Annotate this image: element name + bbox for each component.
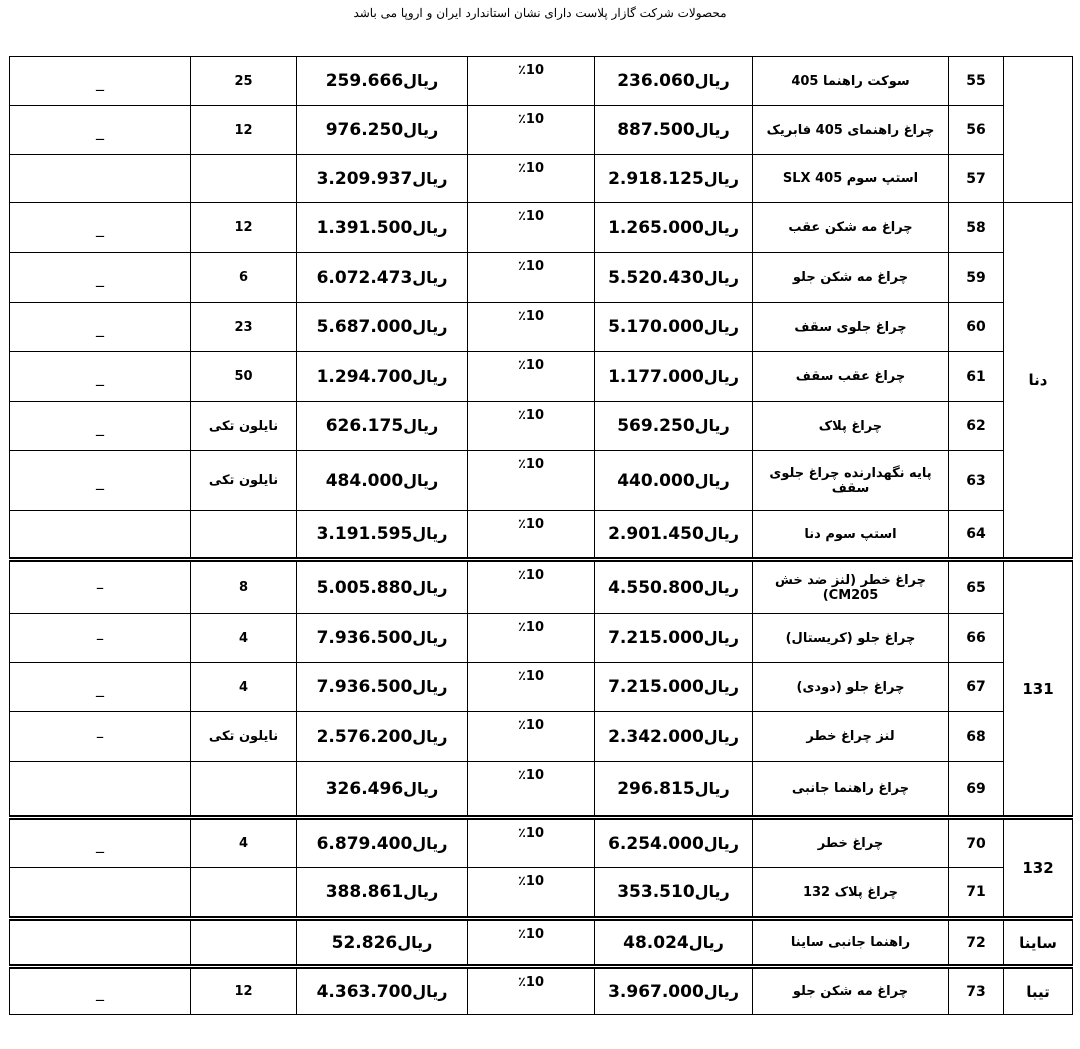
price-amount: 2.918.125 [608,168,704,189]
table-row [10,818,1073,868]
table-row [10,511,1073,560]
new-price [297,818,468,868]
percent-increase: ٪10 [468,762,595,818]
product-name: چراغ جلو (دودی) [753,663,949,712]
currency-label: ریال [412,726,448,746]
new-price [297,919,468,967]
percent-increase: ٪10 [468,303,595,352]
currency-label: ریال [703,524,739,543]
currency-label: ریال [688,932,724,952]
currency-label: ریال [703,726,739,746]
new-price [297,303,468,352]
product-name: چراغ خطر [753,818,949,868]
currency-label: ریال [703,168,739,188]
currency-label: ریال [412,217,448,237]
price-amount: 7.215.000 [608,628,704,648]
price-amount: 976.250 [325,120,404,140]
base-price [595,967,753,1015]
product-name: راهنما جانبی ساینا [753,919,949,967]
product-name: سوکت راهنما 405 [753,57,949,106]
package-qty: 4 [191,614,297,663]
currency-label: ریال [412,168,448,188]
price-amount: 6.879.400 [316,833,413,854]
note-cell: _ [10,967,191,1015]
base-price [595,818,753,868]
row-number: 70 [949,818,1004,868]
new-price [297,203,468,253]
package-qty: نایلون تکی [191,712,297,762]
note-cell: _ [10,451,191,511]
price-amount: 1.265.000 [608,217,704,238]
new-price [297,712,468,762]
table-row [10,203,1073,253]
price-amount: 5.005.880 [316,577,413,598]
product-name: استپ سوم دنا [753,511,949,560]
row-number: 68 [949,712,1004,762]
row-number: 56 [949,106,1004,155]
table-row [10,919,1073,967]
row-number: 58 [949,203,1004,253]
base-price [595,106,753,155]
base-price [595,511,753,560]
price-amount: 7.936.500 [316,628,413,648]
new-price [297,352,468,402]
package-qty: 4 [191,663,297,712]
currency-label: ریال [412,577,448,597]
table-row [10,57,1073,106]
package-qty [191,155,297,203]
product-name: چراغ مه شکن جلو [753,253,949,303]
price-amount: 1.391.500 [316,217,413,238]
note-cell [10,919,191,967]
price-amount: 388.861 [325,882,404,902]
percent-increase: ٪10 [468,253,595,303]
currency-label: ریال [403,882,439,901]
currency-label: ریال [412,366,448,386]
price-amount: 887.500 [617,120,695,140]
currency-label: ریال [694,120,730,139]
table-row [10,967,1073,1015]
note-cell: _ [10,352,191,402]
percent-increase: ٪10 [468,352,595,402]
row-number: 71 [949,868,1004,919]
new-price [297,614,468,663]
new-price [297,967,468,1015]
product-name: پایه نگهدارنده چراغ جلوی سقف [753,451,949,511]
percent-increase: ٪10 [468,106,595,155]
price-table [9,56,1073,1015]
price-amount: 2.901.450 [608,524,704,544]
price-amount: 5.170.000 [608,317,704,337]
row-number: 61 [949,352,1004,402]
car-model-cell: 132 [1004,818,1073,919]
row-number: 69 [949,762,1004,818]
price-amount: 6.254.000 [608,833,704,854]
price-amount: 3.967.000 [608,981,704,1002]
package-qty: نایلون تکی [191,451,297,511]
percent-increase: ٪10 [468,511,595,560]
table-row [10,868,1073,919]
note-cell: _ [10,106,191,155]
table-row [10,402,1073,451]
package-qty: 12 [191,203,297,253]
price-amount: 440.000 [617,470,695,491]
price-amount: 6.072.473 [316,267,413,288]
row-number: 55 [949,57,1004,106]
car-model-cell [1004,57,1073,203]
percent-increase: ٪10 [468,402,595,451]
package-qty: نایلون تکی [191,402,297,451]
currency-label: ریال [412,267,448,287]
product-name: چراغ خطر (لنز ضد خش CM205) [753,560,949,614]
currency-label: ریال [403,416,439,435]
row-number: 57 [949,155,1004,203]
package-qty [191,762,297,818]
percent-increase: ٪10 [468,712,595,762]
table-row [10,253,1073,303]
base-price [595,451,753,511]
product-name: چراغ عقب سقف [753,352,949,402]
base-price [595,712,753,762]
base-price [595,663,753,712]
price-amount: 7.936.500 [316,677,413,697]
product-name: چراغ راهنما جانبی [753,762,949,818]
price-amount: 2.576.200 [316,726,413,747]
base-price [595,155,753,203]
product-name: چراغ راهنمای 405 فابریک [753,106,949,155]
price-amount: 48.024 [623,932,689,953]
row-number: 59 [949,253,1004,303]
new-price [297,868,468,919]
currency-label: ریال [694,778,730,798]
percent-increase: ٪10 [468,967,595,1015]
base-price [595,253,753,303]
note-cell [10,511,191,560]
price-amount: 3.209.937 [316,168,413,189]
base-price [595,352,753,402]
new-price [297,762,468,818]
percent-increase: ٪10 [468,560,595,614]
new-price [297,106,468,155]
note-cell: _ [10,303,191,352]
package-qty: 50 [191,352,297,402]
note-cell: – [10,560,191,614]
table-row [10,663,1073,712]
currency-label: ریال [412,833,448,853]
price-amount: 5.687.000 [316,317,413,337]
percent-increase: ٪10 [468,919,595,967]
package-qty [191,511,297,560]
currency-label: ریال [694,882,730,901]
car-model-cell: 131 [1004,560,1073,818]
package-qty: 6 [191,253,297,303]
product-name: چراغ مه شکن جلو [753,967,949,1015]
percent-increase: ٪10 [468,663,595,712]
note-cell: _ [10,818,191,868]
package-qty: 12 [191,967,297,1015]
currency-label: ریال [694,470,730,490]
package-qty: 12 [191,106,297,155]
table-row [10,155,1073,203]
table-row [10,560,1073,614]
currency-label: ریال [703,577,739,597]
price-amount: 3.191.595 [316,524,413,544]
row-number: 64 [949,511,1004,560]
currency-label: ریال [703,981,739,1001]
car-model-cell: دنا [1004,203,1073,560]
product-name: چراغ مه شکن عقب [753,203,949,253]
price-amount: 4.550.800 [608,577,704,598]
note-cell: – [10,614,191,663]
price-amount: 52.826 [331,932,398,953]
table-row [10,451,1073,511]
currency-label: ریال [403,120,439,139]
price-amount: 296.815 [617,778,695,799]
note-cell [10,155,191,203]
currency-label: ریال [412,981,448,1001]
package-qty: 8 [191,560,297,614]
new-price [297,451,468,511]
row-number: 72 [949,919,1004,967]
currency-label: ریال [703,628,739,647]
price-amount: 484.000 [325,470,404,491]
percent-increase: ٪10 [468,868,595,919]
table-row [10,352,1073,402]
note-cell: _ [10,402,191,451]
package-qty [191,868,297,919]
note-cell [10,762,191,818]
table-row [10,614,1073,663]
price-amount: 5.520.430 [608,267,704,288]
price-amount: 7.215.000 [608,677,704,697]
currency-label: ریال [703,267,739,287]
new-price [297,560,468,614]
price-amount: 259.666 [325,71,404,91]
row-number: 63 [949,451,1004,511]
currency-label: ریال [412,677,448,696]
percent-increase: ٪10 [468,57,595,106]
table-row [10,303,1073,352]
currency-label: ریال [694,71,730,90]
product-name: چراغ پلاک [753,402,949,451]
price-amount: 353.510 [617,882,695,902]
package-qty: 25 [191,57,297,106]
currency-label: ریال [412,628,448,647]
row-number: 67 [949,663,1004,712]
price-amount: 569.250 [617,416,695,436]
percent-increase: ٪10 [468,818,595,868]
package-qty: 23 [191,303,297,352]
new-price [297,155,468,203]
base-price [595,614,753,663]
percent-increase: ٪10 [468,203,595,253]
package-qty: 4 [191,818,297,868]
product-name: استپ سوم SLX 405 [753,155,949,203]
currency-label: ریال [397,932,433,952]
base-price [595,57,753,106]
currency-label: ریال [703,317,739,336]
currency-label: ریال [694,416,730,435]
note-cell: _ [10,57,191,106]
percent-increase: ٪10 [468,614,595,663]
base-price [595,868,753,919]
currency-label: ریال [403,470,439,490]
table-row [10,712,1073,762]
product-name: چراغ پلاک 132 [753,868,949,919]
package-qty [191,919,297,967]
product-name: چراغ جلوی سقف [753,303,949,352]
price-amount: 236.060 [617,71,695,91]
price-amount: 1.177.000 [608,366,704,387]
note-cell [10,868,191,919]
row-number: 65 [949,560,1004,614]
table-row [10,762,1073,818]
new-price [297,663,468,712]
table-row [10,106,1073,155]
price-amount: 2.342.000 [608,726,704,747]
currency-label: ریال [703,366,739,386]
currency-label: ریال [403,778,439,798]
product-name: لنز چراغ خطر [753,712,949,762]
car-model-cell: تیبا [1004,967,1073,1015]
percent-increase: ٪10 [468,451,595,511]
base-price [595,919,753,967]
note-cell: _ [10,663,191,712]
row-number: 73 [949,967,1004,1015]
new-price [297,402,468,451]
new-price [297,253,468,303]
row-number: 60 [949,303,1004,352]
base-price [595,402,753,451]
currency-label: ریال [412,317,448,336]
base-price [595,560,753,614]
row-number: 66 [949,614,1004,663]
base-price [595,203,753,253]
currency-label: ریال [703,833,739,853]
note-cell: _ [10,203,191,253]
product-name: چراغ جلو (کریستال) [753,614,949,663]
currency-label: ریال [412,524,448,543]
price-amount: 4.363.700 [316,981,413,1002]
page-title: محصولات شرکت گازار پلاست دارای نشان استاندارد ایران و اروپا می باشد [353,6,727,20]
base-price [595,762,753,818]
note-cell: – [10,712,191,762]
new-price [297,57,468,106]
base-price [595,303,753,352]
price-amount: 326.496 [325,778,404,799]
price-amount: 626.175 [325,416,404,436]
percent-increase: ٪10 [468,155,595,203]
car-model-cell: ساینا [1004,919,1073,967]
currency-label: ریال [703,217,739,237]
currency-label: ریال [703,677,739,696]
note-cell: _ [10,253,191,303]
price-amount: 1.294.700 [316,366,413,387]
new-price [297,511,468,560]
currency-label: ریال [403,71,439,90]
row-number: 62 [949,402,1004,451]
